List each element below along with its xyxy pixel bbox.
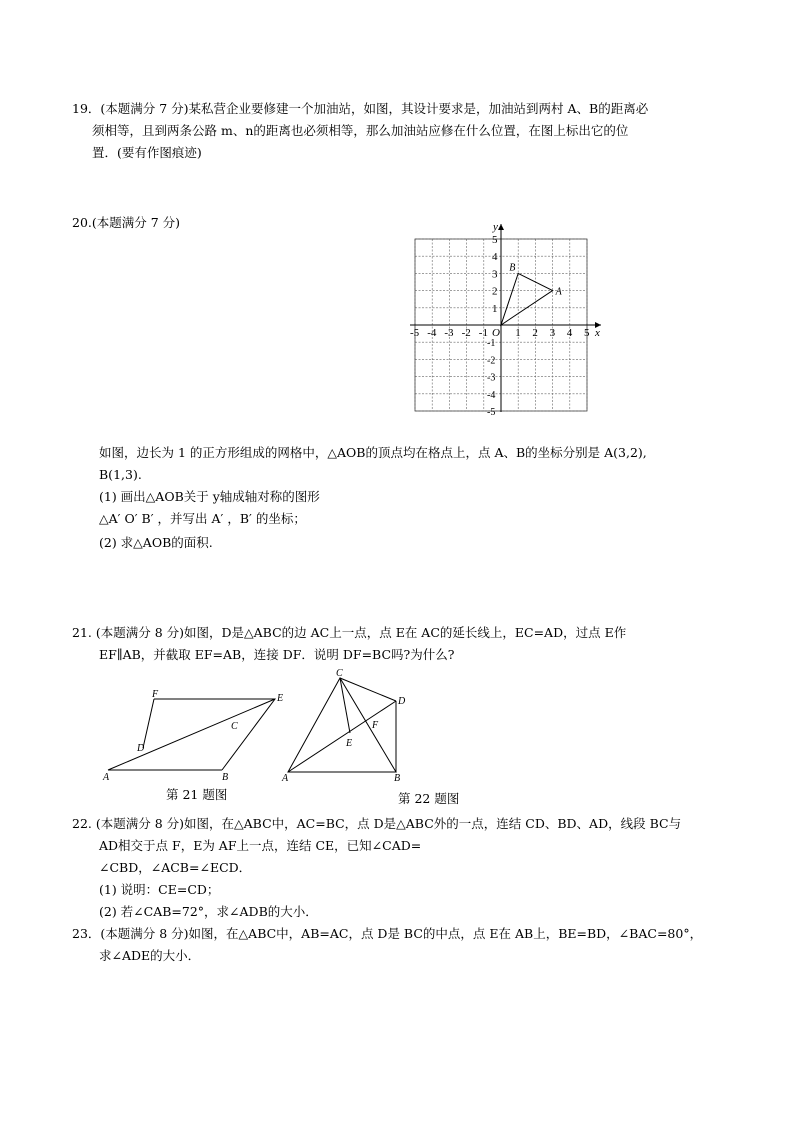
q23-line2: 求∠ADE的大小．	[99, 948, 201, 963]
triangle-aob	[501, 273, 553, 325]
q20-part1b: △A′ O′ B′ ，并写出 A′ ，B′ 的坐标；	[99, 511, 306, 526]
x-tick-label: 1	[515, 327, 521, 339]
q22-line3: ∠CBD，∠ACB=∠ECD．	[99, 860, 252, 875]
y-tick-label: 1	[492, 302, 498, 315]
q21-line1: 21. (本题满分 8 分)如图，D是△ABC的边 AC上一点，点 E在 AC的延长线上，EC=AD，过点 E作	[72, 625, 627, 640]
q22-line1: 22. (本题满分 8 分)如图，在△ABC中，AC=BC，点 D是△ABC外的一点，连结 CD、BD、AD，线段 BC与	[72, 816, 682, 831]
q22-part1: (1) 说明：CE=CD；	[99, 882, 220, 897]
point-a-label: A	[555, 286, 562, 298]
q20-desc1: 如图，边长为 1 的正方形组成的网格中，△AOB的顶点均在格点上，点 A、B的坐标分别是 A(3,2),	[99, 445, 647, 460]
q20-header: 20.(本题满分 7 分)	[72, 215, 181, 230]
q21-line2: EF∥AB，并截取 EF=AB，连接 DF．说明 DF=BC吗?为什么?	[99, 647, 455, 662]
fig22-label-a: A	[282, 773, 289, 784]
fig22-label-e: E	[346, 738, 353, 749]
q19-line1: 19．(本题满分 7 分)某私营企业要修建一个加油站，如图，其设计要求是，加油站到两村 A、B的距离必	[72, 101, 649, 116]
figure-21	[95, 685, 295, 785]
x-tick-label: 3	[549, 327, 556, 339]
fig22-label-f: F	[372, 720, 379, 731]
q23-line1: 23．(本题满分 8 分)如图，在△ABC中，AB=AC，点 D是 BC的中点，点 E在 AB上，BE=BD，∠BAC=80°，	[72, 926, 703, 941]
y-axis-arrow	[498, 224, 504, 230]
x-tick-label: -1	[478, 327, 488, 339]
fig22-triangle-abc	[288, 678, 396, 772]
x-axis-label: x	[595, 327, 600, 339]
fig21-label-e: E	[277, 693, 284, 704]
y-tick-label: 4	[492, 251, 498, 264]
q20-part2: (2) 求△AOB的面积.	[99, 535, 213, 550]
q20-part1a: (1) 画出△AOB关于 y轴成轴对称的图形	[99, 489, 320, 504]
y-axis-label: y	[493, 222, 498, 233]
figure-22	[280, 668, 420, 788]
x-tick-label: -4	[427, 327, 437, 339]
x-tick-label: 4	[566, 327, 573, 339]
fig22-line-cd	[340, 678, 396, 701]
x-tick-labels	[410, 327, 590, 339]
x-tick-label: 5	[584, 327, 590, 339]
q22-line2: AD相交于点 F，E为 AF上一点，连结 CE，已知∠CAD=	[99, 838, 422, 853]
fig21-caption: 第 21 题图	[166, 787, 228, 802]
fig21-line-fd	[143, 699, 154, 748]
x-tick-label: 2	[532, 327, 538, 339]
y-tick-label: -3	[487, 372, 496, 384]
q19-line3: 置．(要有作图痕迹)	[92, 145, 202, 160]
fig22-label-b: B	[394, 773, 401, 784]
q19-line2: 须相等，且到两条公路 m、n的距离也必须相等，那么加油站应修在什么位置，在图上标出它的位	[92, 123, 629, 138]
y-tick-label: 2	[492, 285, 498, 298]
x-tick-label: O	[492, 327, 500, 339]
x-tick-label: -5	[410, 327, 420, 339]
x-tick-label: -2	[461, 327, 471, 339]
point-b-label: B	[509, 262, 516, 274]
fig22-label-c: C	[336, 668, 343, 679]
y-tick-label: -1	[487, 338, 496, 350]
y-tick-label: 3	[492, 268, 498, 281]
y-tick-label: 5	[492, 234, 498, 246]
fig21-label-d: D	[137, 743, 145, 754]
fig22-label-d: D	[398, 696, 406, 707]
fig21-line-ae	[108, 699, 275, 770]
y-tick-label: -5	[487, 407, 496, 416]
fig21-label-b: B	[222, 772, 229, 783]
y-tick-label: -4	[487, 389, 496, 401]
fig22-line-ad	[288, 701, 396, 772]
axes	[410, 224, 601, 412]
coordinate-grid-figure	[405, 222, 605, 416]
fig21-label-f: F	[152, 689, 159, 700]
q22-part2: (2) 若∠CAB=72°，求∠ADB的大小．	[99, 904, 318, 919]
fig22-caption: 第 22 题图	[398, 791, 460, 806]
fig21-label-c: C	[231, 721, 238, 732]
fig21-label-a: A	[103, 772, 110, 783]
q20-desc2: B(1,3).	[99, 467, 142, 482]
x-tick-label: -3	[444, 327, 454, 339]
y-tick-label: -2	[487, 355, 496, 367]
fig21-parallelogram-fe	[154, 699, 275, 770]
